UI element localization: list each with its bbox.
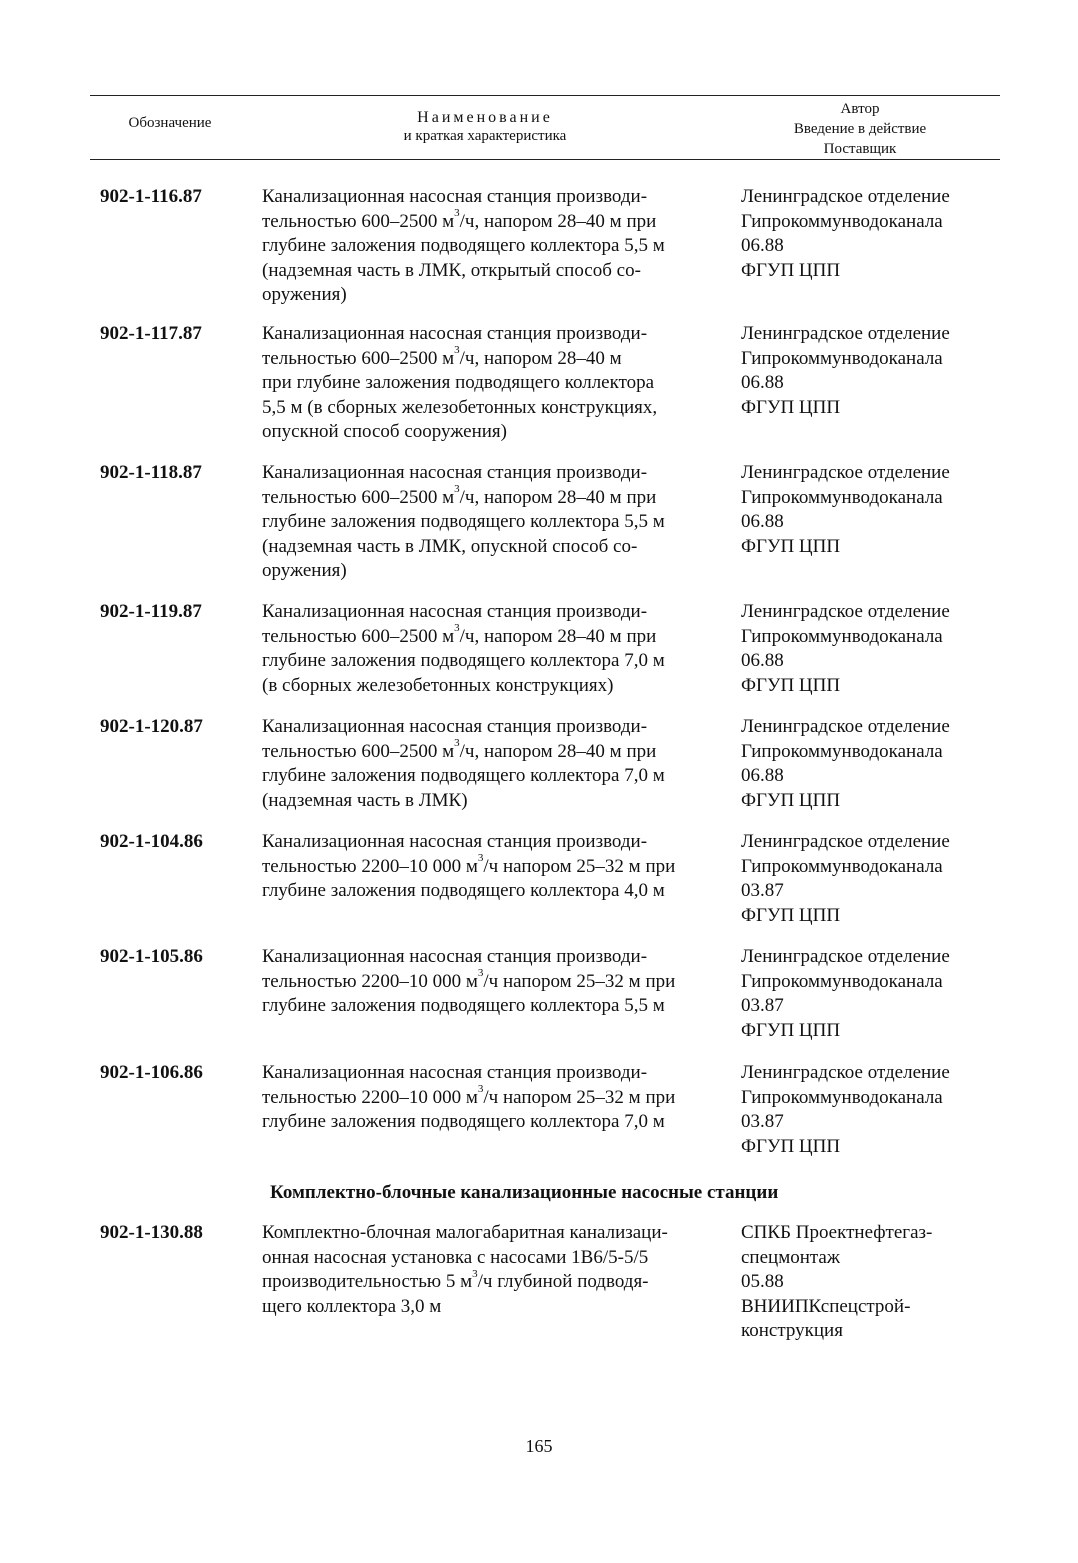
- description-line: тельностью 2200–10 000 $м^3/ч$ напором 25–32 м при: [262, 967, 676, 992]
- description-line: глубине заложения подводящего коллектора 7,0 м: [262, 1111, 665, 1132]
- entry-meta: [741, 1221, 1001, 1344]
- description-line: глубине заложения подводящего коллектора 5,5 м: [262, 235, 665, 256]
- entry-meta: [741, 322, 1001, 420]
- entry-description: [262, 1061, 712, 1135]
- header-author-label: Автор: [840, 101, 880, 117]
- description-line: Канализационная насосная станция производи-: [262, 462, 648, 483]
- entry-code: 902-1-118.87: [100, 462, 202, 483]
- entry-meta: [741, 1061, 1001, 1159]
- entry-date: 06.88: [741, 650, 784, 671]
- entry-supplier: ФГУП ЦПП: [741, 1019, 841, 1041]
- description-line: оружения): [262, 284, 347, 305]
- entry-author-cont: Гипрокоммунводоканала: [741, 210, 943, 232]
- entry-author: Ленинградское отделение: [741, 946, 950, 967]
- entry-date: 06.88: [741, 372, 784, 393]
- entry-date: 03.87: [741, 880, 784, 901]
- entry-supplier-cont: конструкция: [741, 1320, 843, 1341]
- description-line: оружения): [262, 560, 347, 581]
- entry-supplier: ФГУП ЦПП: [741, 535, 841, 557]
- entry-description: [262, 185, 712, 308]
- entry-supplier: ФГУП ЦПП: [741, 396, 841, 418]
- entry-meta: [741, 461, 1001, 559]
- entry-date: 06.88: [741, 511, 784, 532]
- header-intro-label: Введение в действие: [793, 121, 927, 137]
- description-line: глубине заложения подводящего коллектора 7,0 м: [262, 765, 665, 786]
- entry-supplier: ВНИИПКспецстрой-: [741, 1295, 911, 1317]
- entry-description: [262, 461, 712, 584]
- entry-code: 902-1-117.87: [100, 323, 202, 344]
- description-line: при глубине заложения подводящего коллектора: [262, 372, 655, 393]
- description-line: (надземная часть в ЛМК, открытый способ со-: [262, 259, 641, 281]
- description-line: тельностью 600–2500 $м^3/ч$, напором 28–40 м при: [262, 622, 657, 647]
- entry-author-cont: Гипрокоммунводоканала: [741, 486, 943, 508]
- entry-supplier: ФГУП ЦПП: [741, 1135, 841, 1157]
- description-line: Канализационная насосная станция производи-: [262, 323, 648, 344]
- description-line: глубине заложения подводящего коллектора 4,0 м: [262, 880, 665, 901]
- entry-meta: [741, 945, 1001, 1043]
- entry-supplier: ФГУП ЦПП: [741, 259, 841, 281]
- page-number: 165: [525, 1436, 553, 1456]
- entry-author: Ленинградское отделение: [741, 601, 950, 622]
- description-line: Канализационная насосная станция производи-: [262, 601, 648, 622]
- entry-author: Ленинградское отделение: [741, 323, 950, 344]
- description-line: Канализационная насосная станция производи-: [262, 1062, 648, 1083]
- description-line: опускной способ сооружения): [262, 421, 507, 442]
- description-line: Канализационная насосная станция производи-: [262, 186, 648, 207]
- entry-description: [262, 945, 712, 1019]
- entry-author-cont: Гипрокоммунводоканала: [741, 855, 943, 877]
- entry-date: 03.87: [741, 995, 784, 1016]
- entry-description: [262, 830, 712, 904]
- entry-code: 902-1-116.87: [100, 186, 202, 207]
- entry-author: СПКБ Проектнефтегаз-: [741, 1222, 933, 1243]
- description-line: (надземная часть в ЛМК): [262, 789, 468, 811]
- entry-author-cont: Гипрокоммунводоканала: [741, 625, 943, 647]
- entry-author-cont: спецмонтаж: [741, 1246, 840, 1268]
- entry-meta: [741, 715, 1001, 813]
- entry-code: 902-1-130.88: [100, 1222, 203, 1243]
- entry-author: Ленинградское отделение: [741, 1062, 950, 1083]
- header-top-rule: [90, 95, 1000, 96]
- entry-author: Ленинградское отделение: [741, 716, 950, 737]
- description-line: тельностью 600–2500 $м^3/ч$, напором 28–40 м: [262, 344, 622, 369]
- entry-code: 902-1-106.86: [100, 1062, 203, 1083]
- description-line: глубине заложения подводящего коллектора 5,5 м: [262, 511, 665, 532]
- description-line: щего коллектора 3,0 м: [262, 1295, 442, 1317]
- entry-date: 06.88: [741, 235, 784, 256]
- entry-supplier: ФГУП ЦПП: [741, 904, 841, 926]
- entry-description: [262, 600, 712, 698]
- entry-meta: [741, 830, 1001, 928]
- entry-code: 902-1-120.87: [100, 716, 203, 737]
- description-line: 5,5 м (в сборных железобетонных конструкциях,: [262, 396, 658, 418]
- entry-author: Ленинградское отделение: [741, 831, 950, 852]
- entry-code: 902-1-104.86: [100, 831, 203, 852]
- description-line: глубине заложения подводящего коллектора 7,0 м: [262, 650, 665, 671]
- description-line: тельностью 600–2500 $м^3/ч$, напором 28–40 м при: [262, 207, 657, 232]
- entry-meta: [741, 185, 1001, 283]
- description-line: Канализационная насосная станция производи-: [262, 716, 648, 737]
- header-name-sub: и краткая характеристика: [403, 128, 567, 144]
- entry-code: 902-1-105.86: [100, 946, 203, 967]
- section-title: Комплектно-блочные канализационные насосные станции: [270, 1182, 779, 1203]
- description-line: тельностью 600–2500 $м^3/ч$, напором 28–40 м при: [262, 737, 657, 762]
- description-line: онная насосная установка с насосами 1В6/5-5/5: [262, 1246, 649, 1268]
- entry-author: Ленинградское отделение: [741, 462, 950, 483]
- description-line: Канализационная насосная станция производи-: [262, 831, 648, 852]
- entry-description: [262, 1221, 712, 1319]
- entry-date: 05.88: [741, 1271, 784, 1292]
- description-line: (в сборных железобетонных конструкциях): [262, 674, 614, 696]
- description-line: производительностью 5 $м^3/ч$ глубиной подводя-: [262, 1267, 649, 1292]
- header-author-cell: [740, 99, 980, 159]
- description-line: глубине заложения подводящего коллектора 5,5 м: [262, 995, 665, 1016]
- entry-meta: [741, 600, 1001, 698]
- description-line: тельностью 2200–10 000 $м^3/ч$ напором 25–32 м при: [262, 852, 676, 877]
- header-name-label: Наименование: [417, 109, 553, 126]
- entry-date: 06.88: [741, 765, 784, 786]
- entry-description: [262, 322, 712, 445]
- entry-code: 902-1-119.87: [100, 601, 202, 622]
- description-line: Канализационная насосная станция производи-: [262, 946, 648, 967]
- entry-supplier: ФГУП ЦПП: [741, 674, 841, 696]
- entry-author-cont: Гипрокоммунводоканала: [741, 347, 943, 369]
- entry-author: Ленинградское отделение: [741, 186, 950, 207]
- description-line: (надземная часть в ЛМК, опускной способ со-: [262, 535, 638, 557]
- entry-author-cont: Гипрокоммунводоканала: [741, 1086, 943, 1108]
- header-code-label: Обозначение: [128, 115, 212, 131]
- description-line: Комплектно-блочная малогабаритная канализаци-: [262, 1222, 668, 1243]
- header-supplier-label: Поставщик: [823, 141, 897, 157]
- entry-supplier: ФГУП ЦПП: [741, 789, 841, 811]
- description-line: тельностью 600–2500 $м^3/ч$, напором 28–40 м при: [262, 483, 657, 508]
- entry-author-cont: Гипрокоммунводоканала: [741, 970, 943, 992]
- entry-description: [262, 715, 712, 813]
- header-name-cell: [260, 108, 710, 146]
- description-line: тельностью 2200–10 000 $м^3/ч$ напором 25–32 м при: [262, 1083, 676, 1108]
- entry-author-cont: Гипрокоммунводоканала: [741, 740, 943, 762]
- entry-date: 03.87: [741, 1111, 784, 1132]
- header-bottom-rule: [90, 159, 1000, 160]
